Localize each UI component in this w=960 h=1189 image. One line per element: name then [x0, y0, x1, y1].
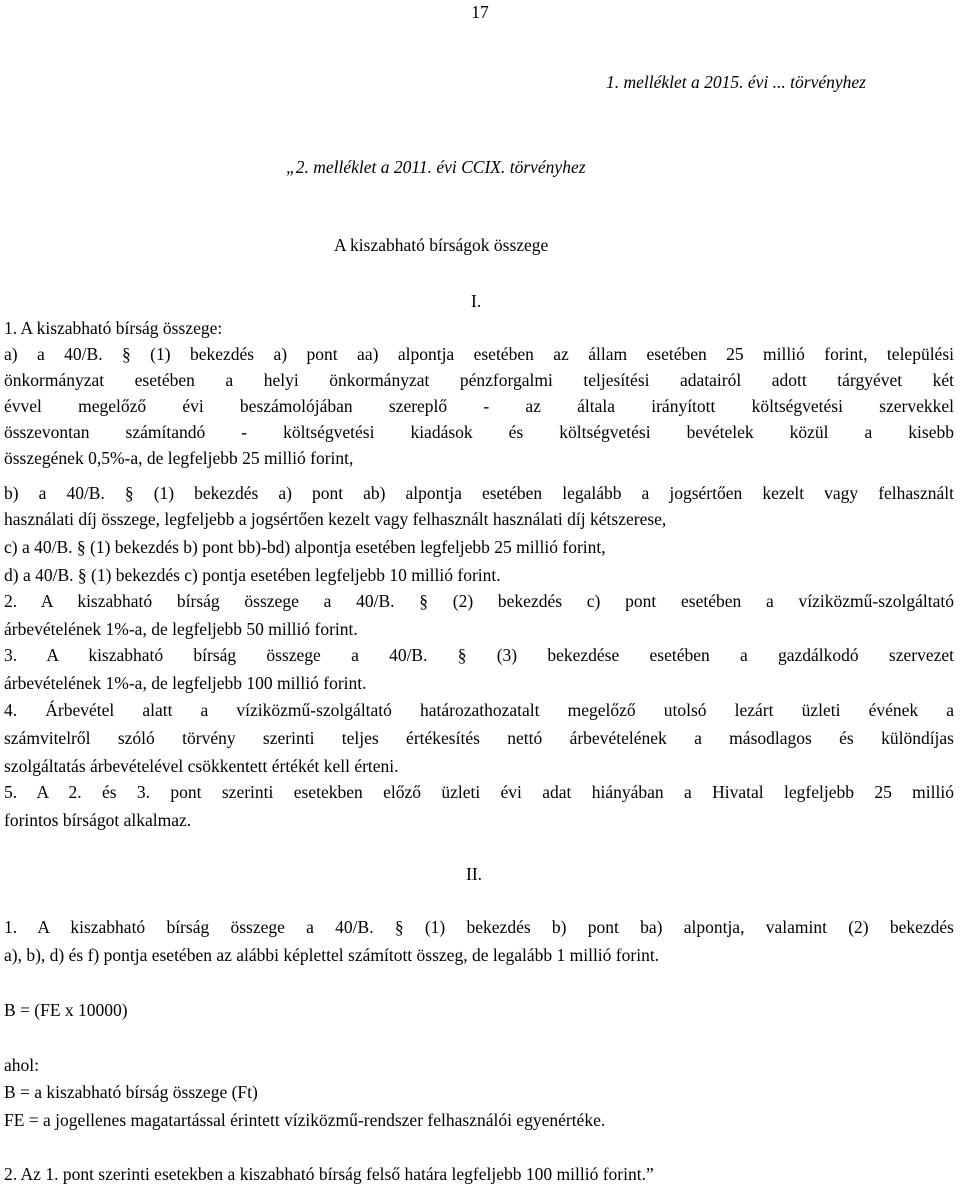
page-number: 17: [471, 2, 489, 22]
point-a-line-5: összegének 0,5%-a, de legfeljebb 25 millió forint,: [4, 448, 354, 468]
section-i-point-5-line-1: 5. A 2. és 3. pont szerinti esetekben előző üzleti évi adat hiányában a Hivatal legfeljebb 25 millió: [4, 782, 954, 802]
point-c-line: c) a 40/B. § (1) bekezdés b) pont bb)-bd) alpontja esetében legfeljebb 25 millió forint,: [4, 537, 606, 557]
section-ii-point-1-line-2: a), b), d) és f) pontja esetében az alábbi képlettel számított összeg, de legalább 1 millió forint.: [4, 945, 660, 965]
section-i-point-1-intro: 1. A kiszabható bírság összege:: [4, 318, 223, 338]
point-a-line-1: a) a 40/B. § (1) bekezdés a) pont aa) alpontja esetében az állam esetében 25 millió forint, települési: [4, 344, 954, 364]
annex-title-2011: „2. melléklet a 2011. évi CCIX. törvényhez: [286, 157, 586, 177]
definition-fe: FE = a jogellenes magatartással érintett víziközmű-rendszer felhasználói egyenértéke.: [4, 1110, 606, 1130]
section-i-point-5-line-2: forintos bírságot alkalmaz.: [4, 810, 192, 830]
point-a-line-4: összevontan számítandó - költségvetési kiadások és költségvetési bevételek közül a kisebb: [4, 422, 954, 442]
section-i-point-2-line-1: 2. A kiszabható bírság összege a 40/B. § (2) bekezdés c) pont esetében a víziközmű-szolgáltató: [4, 591, 954, 611]
section-i-point-4-line-3: szolgáltatás árbevételével csökkentett értékét kell érteni.: [4, 756, 399, 776]
formula: B = (FE x 10000): [4, 1000, 128, 1020]
where-label: ahol:: [4, 1055, 39, 1075]
annex-title-2015: 1. melléklet a 2015. évi ... törvényhez: [606, 72, 866, 92]
section-heading-i: I.: [471, 291, 482, 311]
document-title: A kiszabható bírságok összege: [334, 235, 549, 255]
point-d-line: d) a 40/B. § (1) bekezdés c) pontja esetében legfeljebb 10 millió forint.: [4, 565, 501, 585]
section-heading-ii: II.: [466, 864, 483, 884]
definition-b: B = a kiszabható bírság összege (Ft): [4, 1082, 258, 1102]
section-ii-point-1-line-1: 1. A kiszabható bírság összege a 40/B. § (1) bekezdés b) pont ba) alpontja, valamint (2) bekezdés: [4, 917, 954, 937]
point-b-line-2: használati díj összege, legfeljebb a jogsértően kezelt vagy felhasznált használati díj kétszerese,: [4, 509, 667, 529]
section-i-point-4-line-2: számvitelről szóló törvény szerinti teljes értékesítés nettó árbevételének a másodlagos és különdíjas: [4, 728, 954, 748]
section-ii-point-2-line: 2. Az 1. pont szerinti esetekben a kiszabható bírság felső határa legfeljebb 100 millió forint.”: [4, 1164, 654, 1184]
point-b-line-1: b) a 40/B. § (1) bekezdés a) pont ab) alpontja esetében legalább a jogsértően kezelt vagy felhasznált: [4, 483, 954, 503]
point-a-line-2: önkormányzat esetében a helyi önkormányzat pénzforgalmi teljesítési adatairól adott tárgyévet két: [4, 370, 954, 390]
section-i-point-4-line-1: 4. Árbevétel alatt a víziközmű-szolgáltató határozathozatalt megelőző utolsó lezárt üzleti évének a: [4, 700, 954, 720]
section-i-point-2-line-2: árbevételének 1%-a, de legfeljebb 50 millió forint.: [4, 619, 358, 639]
section-i-point-3-line-1: 3. A kiszabható bírság összege a 40/B. § (3) bekezdése esetében a gazdálkodó szervezet: [4, 645, 954, 665]
section-i-point-3-line-2: árbevételének 1%-a, de legfeljebb 100 millió forint.: [4, 673, 367, 693]
point-a-line-3: évvel megelőző évi beszámolójában szereplő - az általa irányított költségvetési szervekkel: [4, 396, 954, 416]
